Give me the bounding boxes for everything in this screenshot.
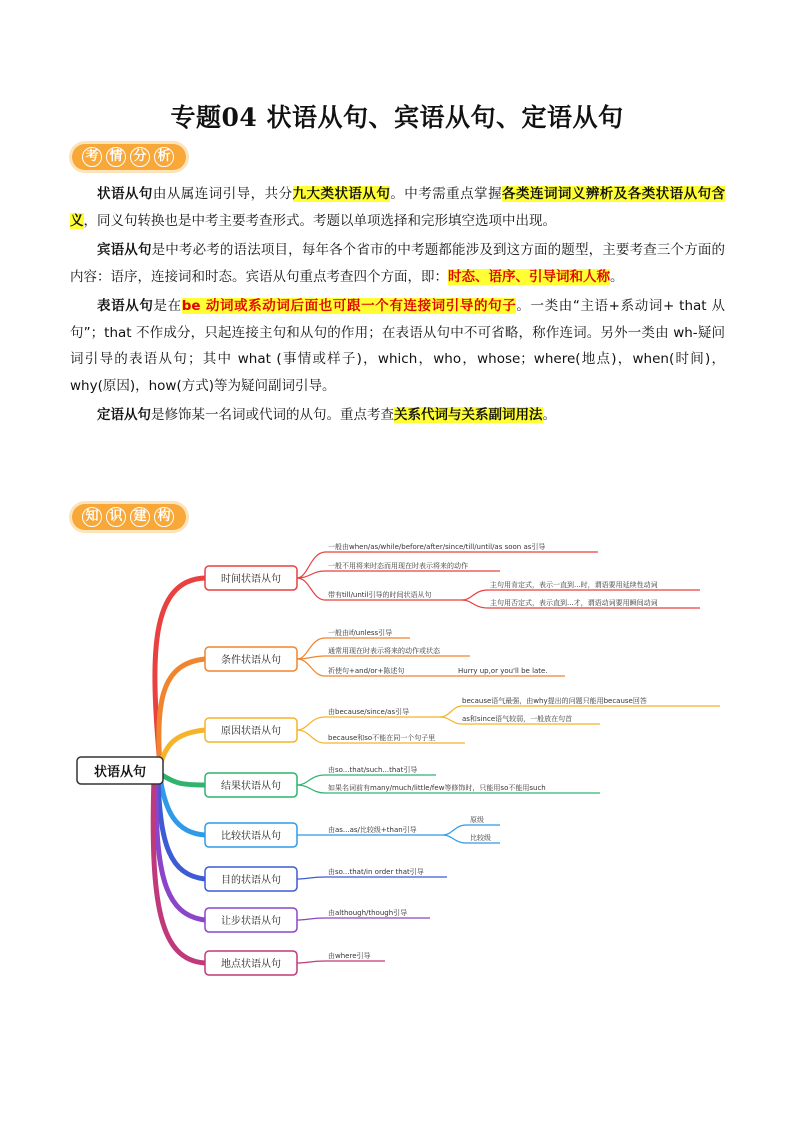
leaf-cond-2: 通常用现在时表示将来的动作或状态 bbox=[328, 647, 440, 655]
text: 。 bbox=[610, 268, 624, 285]
analysis-text bbox=[70, 181, 725, 432]
term-predicative: 表语从句 bbox=[97, 298, 154, 314]
leaf-result-1: 由so...that/such...that引导 bbox=[328, 766, 418, 774]
leaf-concess-1: 由although/though引导 bbox=[328, 909, 408, 917]
badge-char: 识 bbox=[106, 507, 126, 527]
node-label-time: 时间状语从句 bbox=[221, 574, 281, 585]
badge-char: 知 bbox=[82, 507, 102, 527]
paragraph-attributive bbox=[70, 402, 725, 429]
paragraph-predicative bbox=[70, 293, 725, 399]
highlight: 关系代词与关系副词用法 bbox=[394, 407, 543, 423]
highlight: be 动词或系动词后面也可跟一个有连接词引导的句子 bbox=[181, 298, 517, 314]
badge-char: 建 bbox=[130, 507, 150, 527]
node-label-cond: 条件状语从句 bbox=[221, 655, 281, 666]
text: 是修饰某一名词或代词的从句。重点考查 bbox=[151, 407, 394, 423]
node-label-place: 地点状语从句 bbox=[221, 959, 281, 970]
leaf-cause-2: because语气最强，由why提出的问题只能用because回答 bbox=[462, 697, 647, 705]
leaf-time-1: 一般由when/as/while/before/after/since/till/until/as soon as引导 bbox=[328, 543, 546, 551]
leaf-cond-1: 一般由if/unless引导 bbox=[328, 629, 393, 637]
leaf-compare-3: 比较级 bbox=[470, 834, 491, 842]
term-attributive: 定语从句 bbox=[97, 407, 151, 423]
badge-char: 情 bbox=[106, 147, 126, 167]
leaf-time-3: 带有till/until引导的时间状语从句 bbox=[328, 591, 432, 599]
leaf-compare-2: 原级 bbox=[470, 816, 484, 824]
leaf-cond-4: Hurry up,or you'll be late. bbox=[458, 667, 548, 675]
leaf-cond-3: 祈使句+and/or+陈述句 bbox=[328, 667, 405, 675]
badge-char: 析 bbox=[154, 147, 174, 167]
term-adverbial: 状语从句 bbox=[97, 186, 153, 202]
section-badge-knowledge bbox=[72, 504, 186, 530]
mindmap bbox=[0, 535, 794, 995]
text: 是中考必考的语法项目，每年各个省市的中考题都能涉及到这方面的题型，主要考查三个方面的内容：语序，连接词和时态。宾语从句重点考查四个方面，即： bbox=[70, 242, 726, 285]
page-title: 专题04 状语从句、宾语从句、定语从句 bbox=[170, 103, 624, 132]
highlight: 各类连词词义辨析及各类状语从句含义 bbox=[70, 186, 726, 229]
paragraph-object bbox=[70, 237, 725, 290]
node-label-result: 结果状语从句 bbox=[221, 781, 281, 792]
text: 。一类由“主语+系动词+ that 从句”；that 不作成分，只起连接主句和从句的作用；在表语从句中不可省略，称作连词。另外一类由 wh-疑问词引导的表语从句；其中 what (事情或样子)，which，who，whose；where(地点)，when(时间)，why(原因)，how(方式)等为疑问副词引导。 bbox=[70, 298, 725, 394]
node-label-cause: 原因状语从句 bbox=[221, 726, 281, 737]
root-label: 状语从句 bbox=[93, 765, 147, 780]
leaf-cause-1: 由because/since/as引导 bbox=[328, 708, 410, 716]
leaf-cause-4: because和so不能在同一个句子里 bbox=[328, 734, 436, 742]
badge-char: 考 bbox=[82, 147, 102, 167]
leaf-purpose-1: 由so...that/in order that引导 bbox=[328, 868, 424, 876]
leaf-time-5: 主句用否定式，表示直到...才，谓语动词要用瞬间动词 bbox=[490, 599, 658, 607]
leaf-cause-3: as和since语气较弱，一般放在句首 bbox=[462, 715, 573, 723]
term-object: 宾语从句 bbox=[97, 242, 152, 258]
text: 。 bbox=[542, 407, 556, 423]
leaf-compare-1: 由as...as/比较级+than引导 bbox=[328, 826, 417, 834]
branch-cause bbox=[160, 730, 205, 767]
badge-char: 构 bbox=[154, 507, 174, 527]
badge-char: 分 bbox=[130, 147, 150, 167]
leaf-result-2: 如果名词前有many/much/little/few等修饰时，只能用so不能用such bbox=[328, 784, 546, 792]
text: ，同义句转换也是中考主要考查形式。考题以单项选择和完形填空选项中出现。 bbox=[83, 212, 556, 229]
leaf-place-1: 由where引导 bbox=[328, 952, 371, 960]
highlight: 九大类状语从句 bbox=[292, 186, 391, 202]
leaf-time-2: 一般不用将来时态而用现在时表示将来的动作 bbox=[328, 562, 468, 570]
branch-result bbox=[162, 775, 205, 785]
text: 是在 bbox=[153, 298, 182, 314]
section-badge-analysis bbox=[72, 144, 186, 170]
highlight: 时态、语序、引导词和人称 bbox=[448, 268, 610, 285]
node-label-compare: 比较状语从句 bbox=[221, 831, 281, 842]
leaf-time-4: 主句用肯定式，表示一直到...时，谓语要用延续性动词 bbox=[490, 581, 658, 589]
paragraph-adverbial bbox=[70, 181, 725, 234]
node-label-concess: 让步状语从句 bbox=[221, 916, 281, 927]
text: 。中考需重点掌握 bbox=[390, 186, 503, 202]
node-label-purpose: 目的状语从句 bbox=[221, 875, 281, 886]
text: 由从属连词引导，共分 bbox=[152, 186, 293, 202]
